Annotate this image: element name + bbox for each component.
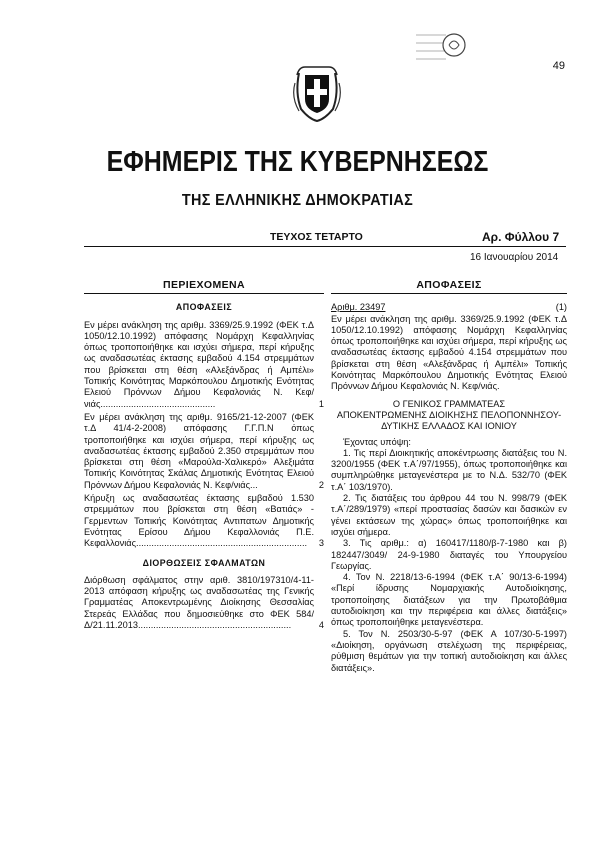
toc-entry-page: 3: [318, 538, 324, 549]
corrections-subheading: ΔΙΟΡΘΩΣΕΙΣ ΣΦΑΛΜΑΤΩΝ: [142, 557, 266, 568]
authority-line: ΑΠΟΚΕΝΤΡΩΜΕΝΗΣ ΔΙΟΙΚΗΣΗΣ ΠΕΛΟΠΟΝΝΗΣΟΥ-: [336, 409, 562, 420]
toc-entry-text: Εν μέρει ανάκληση της αριθμ. 9165/21-12-2007 (ΦΕΚ τ.Δ 41/4-2-2008) απόφασης Γ.Γ.Π.Ν όπως τροποποιήθηκε και ισχύει σήμερα, περί κήρυξης ως αναδασωτέας έκτασης εμβαδού 2.350 στρεμμάτων που βρίσκεται στη θέση «Μαρούλα-Χαλικερό» Αλεξιμάτα Τοπικής Κοινότητας Σκάλας Δημοτικής Ενότητας Ελειού Πρόννων Δήμου Κεφαλονιάς Ν. Κεφ/νιάς...: [84, 411, 314, 490]
decisions-rule: [331, 293, 567, 294]
decisions-subheading: ΑΠΟΦΑΣΕΙΣ: [175, 302, 233, 313]
contents-rule: [84, 293, 324, 294]
regard-item: 4. Τον Ν. 2218/13-6-1994 (ΦΕΚ τ.Α΄ 90/13-6-1994) «Περί ίδρυσης Νομαρχιακής Αυτοδιοίκησης, τροποποίησης διατάξεων για την Πρωτοβάθμια αυτοδιοίκηση και την περιφέρεια και άλλες διατάξεις» όπως τροποποιήθηκε μεταγενέστερα.: [331, 572, 567, 628]
toc-entry-text: Διόρθωση σφάλματος στην αριθ. 3810/197310/4-11-2013 απόφαση κήρυξης ως αναδασωτέας της Γενικής Γραμματέας Αποκεντρωμένης Διοίκησης Θεσσαλίας Στερεάς Ελλάδας που δημοσιεύθηκε στο ΦΕΚ 584/Δ/21.11.2013............................................................: [84, 574, 314, 631]
contents-column: [84, 280, 324, 633]
issue-label: ΤΕΥΧΟΣ ΤΕΤΑΡΤΟ: [270, 231, 363, 243]
gazette-subtitle: ΤΗΣ ΕΛΛΗΝΙΚΗΣ ΔΗΜΟΚΡΑΤΙΑΣ: [181, 192, 414, 209]
header-rule: [84, 246, 566, 247]
contents-heading: ΠΕΡΙΕΧΟΜΕΝΑ: [163, 279, 245, 291]
toc-entry[interactable]: [84, 575, 324, 631]
toc-entry[interactable]: [84, 320, 324, 410]
toc-entry[interactable]: [84, 493, 324, 549]
regard-item: 5. Τον Ν. 2503/30-5-97 (ΦΕΚ Α 107/30-5-1997) «Διοίκηση, οργάνωση στελέχωση της περιφέρειας, ρύθμιση θεμάτων για την τοπική αυτοδιοίκηση και άλλες διατάξεις».: [331, 628, 567, 673]
decisions-heading: ΑΠΟΦΑΣΕΙΣ: [416, 279, 482, 291]
toc-entry[interactable]: [84, 412, 324, 491]
toc-entry-text: Εν μέρει ανάκληση της αριθμ. 3369/25.9.1992 (ΦΕΚ τ.Δ 1050/12.10.1992) απόφασης Νομάρχη Κεφαλληνίας όπως τροποποιήθηκε και ισχύει σήμερα, περί κήρυξης ως αναδασωτέας έκτασης εμβαδού 4.154 στρεμμάτων που βρίσκεται στη θέση «Αλεξάνδρας ή Αμπέλι» Τοπικής Κοινότητας Μαρκόπουλου Δημοτικής Ενότητας Ελειού Πρόννων Δήμου Κεφαλονιάς Ν. Κεφ/νιάς.............................................: [84, 319, 314, 409]
sheet-number: Αρ. Φύλλου 7: [482, 230, 560, 244]
decision-number: Αριθμ. 23497: [331, 302, 386, 313]
gazette-title: ΕΦΗΜΕΡΙΣ ΤΗΣ ΚΥΒΕΡΝΗΣΕΩΣ: [106, 146, 489, 178]
toc-entry-page: 2: [318, 479, 324, 490]
authority-block: [331, 399, 567, 433]
toc-entry-page: 4: [318, 620, 324, 631]
regard-item: 3. Τις αριθμ.: α) 160417/1180/β-7-1980 και β) 182447/3049/ 24-9-1980 διαταγές του Υπουργείου Γεωργίας.: [331, 538, 567, 571]
digital-signature-stamp: [416, 15, 468, 73]
toc-entry-page: 1: [318, 398, 324, 409]
authority-line: ΔΥΤΙΚΗΣ ΕΛΛΑΔΟΣ ΚΑΙ ΙΟΝΙΟΥ: [381, 421, 517, 432]
decisions-column: [331, 280, 567, 674]
authority-line: Ο ΓΕΝΙΚΟΣ ΓΡΑΜΜΑΤΕΑΣ: [392, 398, 506, 409]
regard-item: 2. Τις διατάξεις του άρθρου 44 του Ν. 998/79 (ΦΕΚ τ.Α΄/289/1979) «περί προστασίας δασών και δασικών εν γένει εκτάσεων της χώρας» όπως τροποποιήθηκε και ισχύει σήμερα.: [331, 493, 567, 537]
greek-state-emblem-icon: [291, 63, 343, 123]
toc-entry-text: Κήρυξη ως αναδασωτέας έκτασης εμβαδού 1.530 στρεμμάτων που βρίσκεται στη θέση «Βατιάς» - Γερμεντων Τοπικής Κοινότητας Αντιπατων Δημοτικής Ενότητας Ερίσου Δήμου Κεφαλλονιάς Π.Ε. Κεφαλλονιάς...................................................................: [84, 493, 314, 549]
decision-number-row: [331, 302, 567, 313]
decision-index: (1): [555, 302, 567, 313]
page-number: 49: [552, 60, 565, 72]
issue-date: 16 Ιανουαρίου 2014: [470, 252, 559, 263]
decision-summary: Εν μέρει ανάκληση της αριθμ. 3369/25.9.1992 (ΦΕΚ τ.Δ 1050/12.10.1992) απόφασης Νομάρχη Κεφαλληνίας όπως τροποποιήθηκε και ισχύει σήμερα, περί κήρυξης ως αναδασωτέας έκτασης εμβαδού 4.154 στρεμμάτων που βρίσκεται στη θέση «Αλεξάνδρας ή Αμπέλι» Τοπικής Κοινότητας Μαρκόπουλου Δημοτικής Ενότητας Ελειού Πρόννων Δήμου Κεφαλονιάς Ν. Κεφ/νιάς.: [331, 313, 567, 392]
regard-item: 1. Τις περί Διοικητικής αποκέντρωσης διατάξεις του Ν. 3200/1955 (ΦΕΚ τ.Α΄/97/1955), όπως τροποποιήθηκε και συμπληρώθηκε μεταγενέστερα με το Ν.Δ. 532/70 (ΦΕΚ τ.Α΄ 103/1970).: [331, 447, 567, 492]
having-regard: Έχοντας υπόψη:: [343, 436, 411, 447]
